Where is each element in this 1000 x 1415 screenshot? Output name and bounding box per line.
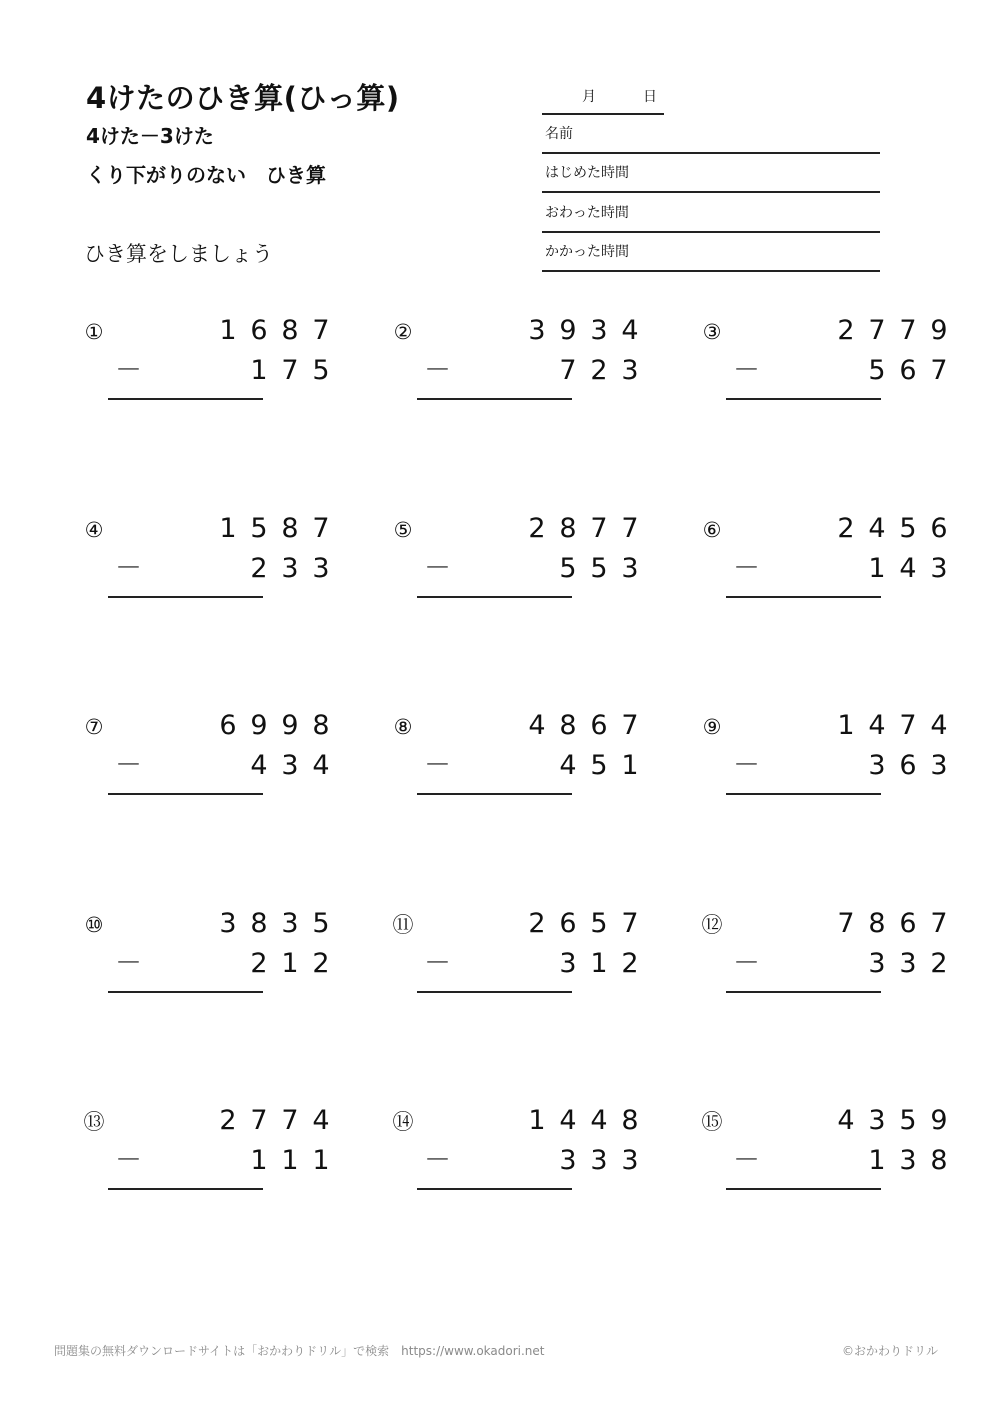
minuend-digit: 3 — [219, 908, 237, 939]
minuend-digit: 4 — [930, 710, 948, 741]
minuend-digit: 8 — [312, 710, 330, 741]
subtrahend-digit: 3 — [868, 750, 886, 781]
answer-line — [417, 991, 572, 993]
subtrahend-digit: 3 — [930, 553, 948, 584]
worksheet-title: 4けたのひき算(ひっ算) — [86, 81, 400, 115]
subtrahend-digit: 2 — [621, 948, 639, 979]
worksheet-subtitle-digits: 4けた－3けた — [86, 124, 214, 148]
problem-12 — [699, 905, 948, 995]
minuend-digit: 6 — [930, 513, 948, 544]
minuend-digit: 8 — [250, 908, 268, 939]
minuend-digit: 7 — [930, 908, 948, 939]
day-label: 日 — [643, 89, 657, 105]
answer-line — [417, 1188, 572, 1190]
minuend-digit: 7 — [868, 315, 886, 346]
subtrahend-digit: 3 — [590, 1145, 608, 1176]
minus-sign: － — [733, 1145, 760, 1176]
subtrahend-digit: 3 — [621, 355, 639, 386]
minuend-digit: 2 — [837, 315, 855, 346]
minuend-digit: 8 — [281, 315, 299, 346]
minuend-digit: 4 — [528, 710, 546, 741]
subtrahend-digit: 5 — [868, 355, 886, 386]
problem-number: ③ — [702, 320, 722, 344]
subtrahend-digit: 5 — [559, 553, 577, 584]
minuend-digit: 9 — [559, 315, 577, 346]
minus-sign: － — [424, 750, 451, 781]
subtrahend-digit: 4 — [312, 750, 330, 781]
answer-line — [417, 398, 572, 400]
subtrahend-digit: 2 — [250, 553, 268, 584]
problem-10 — [81, 905, 330, 995]
minuend-digit: 6 — [219, 710, 237, 741]
minuend-digit: 8 — [559, 710, 577, 741]
problem-number: ④ — [84, 518, 104, 542]
subtrahend-digit: 3 — [899, 1145, 917, 1176]
start-time-field[interactable] — [542, 153, 880, 193]
minuend-digit: 3 — [528, 315, 546, 346]
subtrahend-digit: 5 — [312, 355, 330, 386]
answer-line — [417, 596, 572, 598]
subtrahend-digit: 3 — [559, 1145, 577, 1176]
subtrahend-digit: 5 — [590, 553, 608, 584]
minuend-digit: 4 — [837, 1105, 855, 1136]
minus-sign: － — [115, 1145, 142, 1176]
minuend-digit: 4 — [312, 1105, 330, 1136]
subtrahend-digit: 6 — [899, 355, 917, 386]
subtrahend-digit: 2 — [250, 948, 268, 979]
subtrahend-digit: 4 — [250, 750, 268, 781]
problem-13 — [81, 1102, 330, 1192]
subtrahend-digit: 3 — [281, 750, 299, 781]
minuend-digit: 3 — [281, 908, 299, 939]
minuend-digit: 5 — [899, 513, 917, 544]
minuend-digit: 7 — [899, 315, 917, 346]
footer-copyright: ©おかわりドリル — [841, 1344, 938, 1358]
answer-line — [726, 991, 881, 993]
problem-number: ② — [393, 320, 413, 344]
minuend-digit: 4 — [868, 710, 886, 741]
minuend-digit: 8 — [868, 908, 886, 939]
answer-line — [108, 991, 263, 993]
duration-field[interactable] — [542, 232, 880, 272]
problem-1 — [81, 312, 330, 402]
problem-number: ⑥ — [702, 518, 722, 542]
minus-sign: － — [115, 355, 142, 386]
problem-number: ⑫ — [701, 913, 723, 937]
answer-line — [108, 398, 263, 400]
minuend-digit: 8 — [621, 1105, 639, 1136]
answer-line — [726, 1188, 881, 1190]
minus-sign: － — [733, 750, 760, 781]
minuend-digit: 6 — [250, 315, 268, 346]
subtrahend-digit: 1 — [621, 750, 639, 781]
minuend-digit: 2 — [837, 513, 855, 544]
minuend-digit: 1 — [528, 1105, 546, 1136]
minuend-digit: 7 — [250, 1105, 268, 1136]
subtrahend-digit: 1 — [281, 1145, 299, 1176]
minuend-digit: 1 — [219, 513, 237, 544]
subtrahend-digit: 3 — [621, 553, 639, 584]
problem-number: ⑪ — [392, 913, 414, 937]
minuend-digit: 4 — [559, 1105, 577, 1136]
end-time-field[interactable] — [542, 193, 880, 233]
problem-number: ⑦ — [84, 715, 104, 739]
minuend-digit: 7 — [899, 710, 917, 741]
minuend-digit: 2 — [219, 1105, 237, 1136]
minus-sign: － — [115, 948, 142, 979]
minuend-digit: 6 — [590, 710, 608, 741]
minus-sign: － — [115, 750, 142, 781]
minuend-digit: 4 — [621, 315, 639, 346]
minuend-digit: 1 — [219, 315, 237, 346]
problem-number: ⑬ — [83, 1110, 105, 1134]
answer-line — [108, 1188, 263, 1190]
minus-sign: － — [424, 1145, 451, 1176]
minus-sign: － — [424, 553, 451, 584]
footer-download-note: 問題集の無料ダウンロードサイトは「おかわりドリル」で検索 https://www.okadori.net — [54, 1344, 545, 1358]
name-label: 名前 — [545, 126, 573, 142]
subtrahend-digit: 1 — [868, 553, 886, 584]
subtrahend-digit: 7 — [930, 355, 948, 386]
answer-line — [108, 596, 263, 598]
minuend-digit: 7 — [621, 513, 639, 544]
problem-number: ① — [84, 320, 104, 344]
minus-sign: － — [115, 553, 142, 584]
minuend-digit: 4 — [868, 513, 886, 544]
subtrahend-digit: 3 — [621, 1145, 639, 1176]
problem-9 — [699, 707, 948, 797]
minus-sign: － — [733, 355, 760, 386]
problem-number: ⑤ — [393, 518, 413, 542]
subtrahend-digit: 1 — [868, 1145, 886, 1176]
minuend-digit: 5 — [250, 513, 268, 544]
minuend-digit: 6 — [559, 908, 577, 939]
minuend-digit: 7 — [312, 315, 330, 346]
subtrahend-digit: 3 — [899, 948, 917, 979]
minuend-digit: 1 — [837, 710, 855, 741]
minuend-digit: 5 — [312, 908, 330, 939]
subtrahend-digit: 3 — [281, 553, 299, 584]
problem-number: ⑧ — [393, 715, 413, 739]
minuend-digit: 6 — [899, 908, 917, 939]
problem-number: ⑩ — [84, 913, 104, 937]
subtrahend-digit: 4 — [899, 553, 917, 584]
minuend-digit: 9 — [930, 315, 948, 346]
subtrahend-digit: 3 — [312, 553, 330, 584]
minuend-digit: 7 — [621, 908, 639, 939]
month-label: 月 — [582, 89, 596, 105]
subtrahend-digit: 7 — [281, 355, 299, 386]
minuend-digit: 8 — [281, 513, 299, 544]
minus-sign: － — [424, 948, 451, 979]
subtrahend-digit: 8 — [930, 1145, 948, 1176]
subtrahend-digit: 2 — [930, 948, 948, 979]
minuend-digit: 5 — [590, 908, 608, 939]
subtrahend-digit: 1 — [281, 948, 299, 979]
problem-11 — [390, 905, 639, 995]
subtrahend-digit: 6 — [899, 750, 917, 781]
subtrahend-digit: 4 — [559, 750, 577, 781]
minuend-digit: 2 — [528, 513, 546, 544]
minuend-digit: 9 — [250, 710, 268, 741]
date-field[interactable] — [542, 84, 664, 115]
subtrahend-digit: 7 — [559, 355, 577, 386]
subtrahend-digit: 1 — [312, 1145, 330, 1176]
minuend-digit: 7 — [281, 1105, 299, 1136]
duration-label: かかった時間 — [545, 244, 629, 260]
minus-sign: － — [424, 355, 451, 386]
end-time-label: おわった時間 — [545, 205, 629, 221]
worksheet-subtitle-type: くり下がりのない ひき算 — [86, 163, 326, 187]
start-time-label: はじめた時間 — [545, 165, 629, 181]
answer-line — [108, 793, 263, 795]
name-field[interactable] — [542, 114, 880, 154]
subtrahend-digit: 1 — [250, 355, 268, 386]
subtrahend-digit: 1 — [590, 948, 608, 979]
minuend-digit: 3 — [590, 315, 608, 346]
minuend-digit: 4 — [590, 1105, 608, 1136]
subtrahend-digit: 5 — [590, 750, 608, 781]
answer-line — [726, 398, 881, 400]
answer-line — [726, 596, 881, 598]
problem-number: ⑨ — [702, 715, 722, 739]
subtrahend-digit: 2 — [312, 948, 330, 979]
problem-14 — [390, 1102, 639, 1192]
instruction-text: ひき算をしましょう — [84, 242, 273, 266]
problem-4 — [81, 510, 330, 600]
subtrahend-digit: 3 — [559, 948, 577, 979]
minus-sign: － — [733, 553, 760, 584]
problem-3 — [699, 312, 948, 402]
minuend-digit: 7 — [621, 710, 639, 741]
minus-sign: － — [733, 948, 760, 979]
answer-line — [726, 793, 881, 795]
minuend-digit: 8 — [559, 513, 577, 544]
minuend-digit: 7 — [590, 513, 608, 544]
problem-6 — [699, 510, 948, 600]
problem-number: ⑮ — [701, 1110, 723, 1134]
subtrahend-digit: 3 — [868, 948, 886, 979]
answer-line — [417, 793, 572, 795]
minuend-digit: 7 — [837, 908, 855, 939]
problem-5 — [390, 510, 639, 600]
problem-7 — [81, 707, 330, 797]
problem-8 — [390, 707, 639, 797]
minuend-digit: 2 — [528, 908, 546, 939]
minuend-digit: 9 — [930, 1105, 948, 1136]
subtrahend-digit: 1 — [250, 1145, 268, 1176]
problem-15 — [699, 1102, 948, 1192]
subtrahend-digit: 3 — [930, 750, 948, 781]
problem-number: ⑭ — [392, 1110, 414, 1134]
minuend-digit: 5 — [899, 1105, 917, 1136]
subtrahend-digit: 2 — [590, 355, 608, 386]
problem-2 — [390, 312, 639, 402]
minuend-digit: 9 — [281, 710, 299, 741]
minuend-digit: 3 — [868, 1105, 886, 1136]
minuend-digit: 7 — [312, 513, 330, 544]
